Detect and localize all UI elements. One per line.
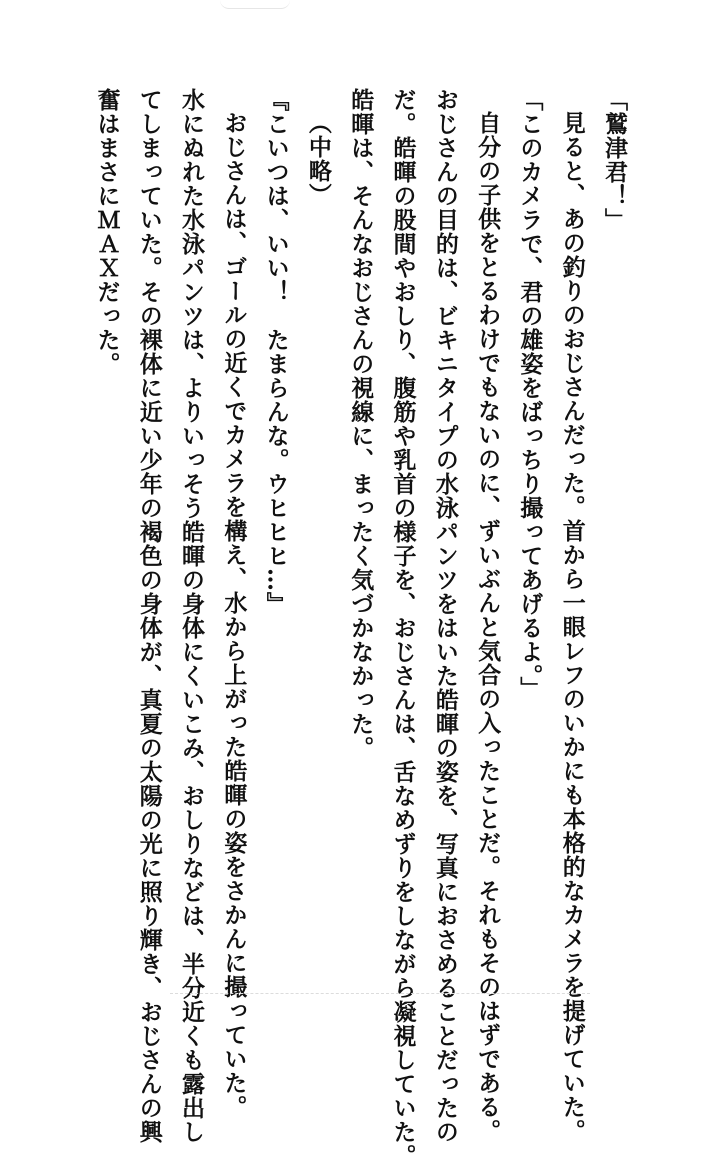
- text-line: だ。皓暉の股間やおしり、腹筋や乳首の様子を、おじさんは、舌なめずりをしながら凝視していた。: [389, 88, 417, 1168]
- text-line-dialogue: 「このカメラで、君の雄姿をばっちり撮ってあげるよ。」: [516, 88, 544, 701]
- text-line: 皓暉は、そんなおじさんの視線に、まったく気づかなかった。: [347, 88, 375, 760]
- text-line: おじさんの目的は、ビキニタイプの水泳パンツをはいた皓暉の姿を、写真におさめることだったの: [431, 88, 459, 1144]
- text-line: 見ると、あの釣りのおじさんだった。首から一眼レフのいかにも本格的なカメラを提げていた。: [558, 111, 586, 1143]
- text-line-dialogue: 『こいつは、いい！ たまらんな。ウヒヒヒ…』: [262, 88, 290, 616]
- text-line: 水にぬれた水泳パンツは、よりいっそう皓暉の身体にくいこみ、おしりなどは、半分近くも露出し: [178, 88, 206, 1144]
- scan-artifact-bottom: [170, 993, 590, 1000]
- vertical-text-body: [85, 88, 635, 1168]
- text-line-dialogue: 「鷲津君！」: [601, 88, 628, 232]
- scan-artifact-top: [220, 0, 290, 9]
- text-line: てしまっていた。その裸体に近い少年の褐色の身体が、真夏の太陽の光に照り輝き、おじさんの興: [135, 88, 163, 1144]
- text-line: 奮はまさにＭＡＸだった。: [93, 88, 121, 376]
- text-line: 自分の子供をとるわけでもないのに、ずいぶんと気合の入ったことだ。それもそのはずである。: [474, 111, 502, 1143]
- text-line: おじさんは、ゴールの近くでカメラを構え、水から上がった皓暉の姿をさかんに撮っていた。: [220, 111, 248, 1119]
- text-line-omission: （中略）: [304, 111, 332, 207]
